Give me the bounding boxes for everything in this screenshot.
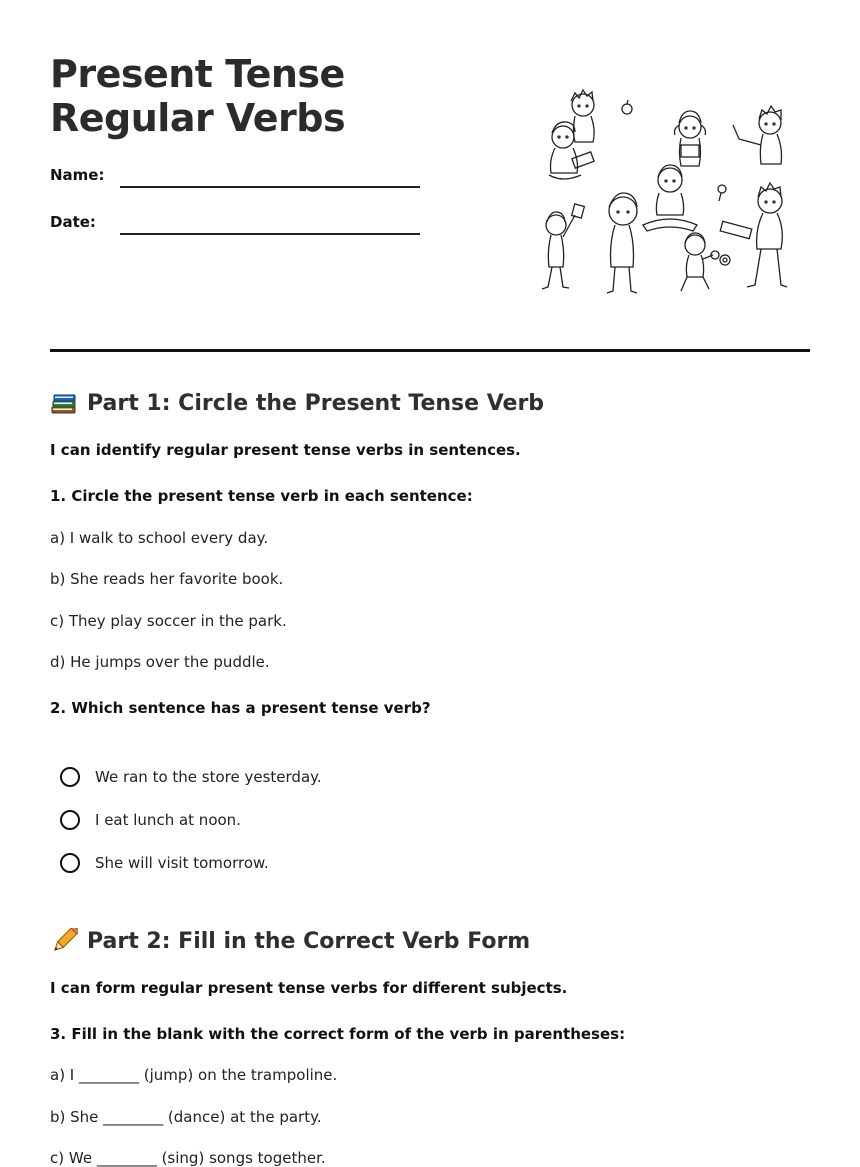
q2-option-2[interactable] (60, 807, 241, 833)
radio-circle[interactable] (60, 767, 80, 787)
q2-option-2-text: I eat lunch at noon. (95, 811, 241, 829)
q1-item-a[interactable]: a) I walk to school every day. (50, 529, 269, 547)
q1-item-d[interactable]: d) He jumps over the puddle. (50, 653, 270, 671)
q3-item-b[interactable]: b) She ________ (dance) at the party. (50, 1108, 322, 1126)
worksheet-title: Present Tense Regular Verbs (50, 52, 346, 140)
books-icon (50, 390, 78, 416)
date-label: Date: (50, 213, 96, 231)
part1-heading (50, 390, 544, 416)
date-line[interactable] (120, 233, 420, 235)
q2-prompt: 2. Which sentence has a present tense verb? (50, 699, 431, 717)
q3-prompt: 3. Fill in the blank with the correct form of the verb in parentheses: (50, 1025, 626, 1043)
radio-circle[interactable] (60, 853, 80, 873)
part1-heading-text: Part 1: Circle the Present Tense Verb (87, 390, 545, 416)
q3-item-a[interactable]: a) I ________ (jump) on the trampoline. (50, 1066, 338, 1084)
name-label: Name: (50, 166, 105, 184)
name-field[interactable] (50, 166, 430, 196)
radio-circle[interactable] (60, 810, 80, 830)
part2-heading-text: Part 2: Fill in the Correct Verb Form (87, 928, 531, 954)
q1-prompt: 1. Circle the present tense verb in each sentence: (50, 487, 473, 505)
q1-item-b[interactable]: b) She reads her favorite book. (50, 570, 284, 588)
q3-item-c[interactable]: c) We ________ (sing) songs together. (50, 1149, 326, 1167)
name-line[interactable] (120, 186, 420, 188)
children-reading-illustration (535, 85, 805, 305)
q1-item-c[interactable]: c) They play soccer in the park. (50, 612, 287, 630)
section-divider (50, 349, 810, 352)
pencil-icon (50, 928, 78, 954)
q2-option-1-text: We ran to the store yesterday. (95, 768, 322, 786)
part2-goal: I can form regular present tense verbs for different subjects. (50, 979, 568, 997)
part2-heading (50, 928, 530, 954)
date-field[interactable] (50, 213, 430, 243)
q2-option-3[interactable] (60, 850, 269, 876)
q2-option-1[interactable] (60, 764, 322, 790)
q2-option-3-text: She will visit tomorrow. (95, 854, 269, 872)
part1-goal: I can identify regular present tense verbs in sentences. (50, 441, 521, 459)
